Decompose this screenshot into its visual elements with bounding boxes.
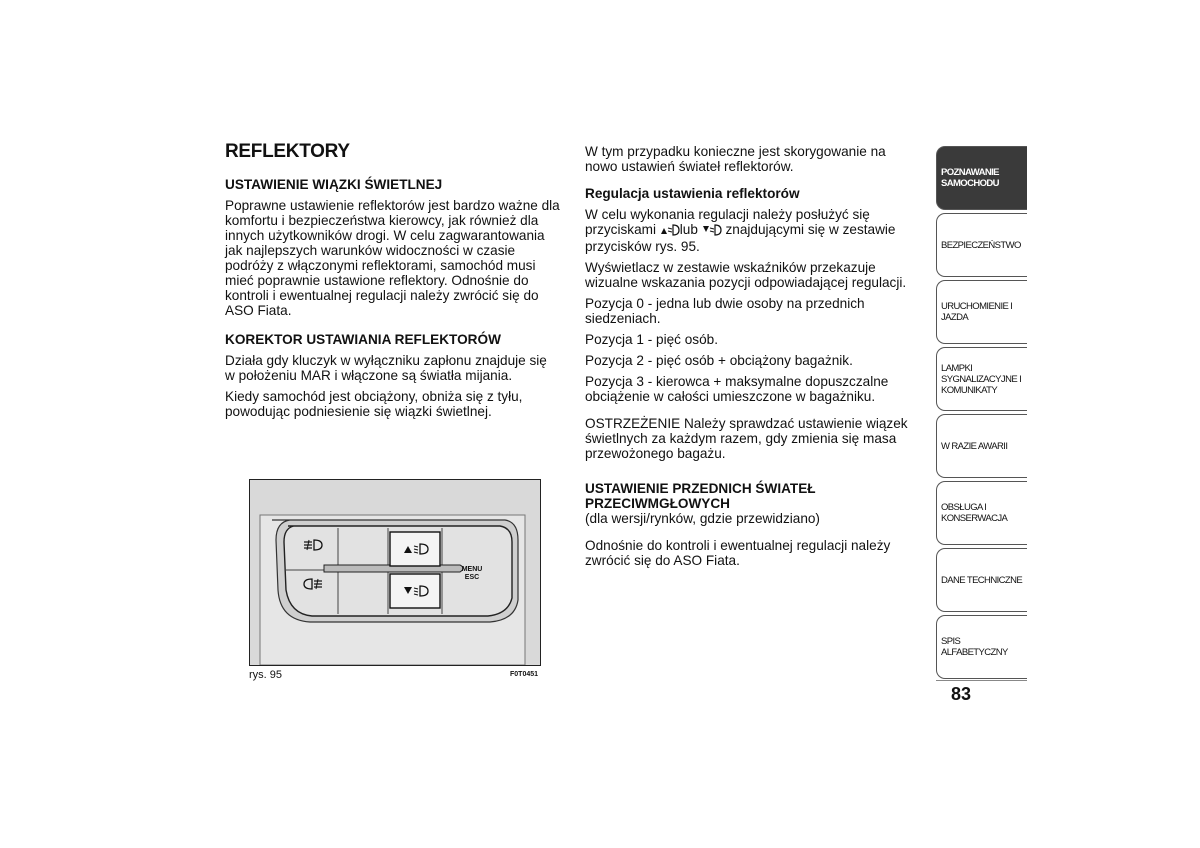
position-2: Pozycja 2 - pięć osób + obciążony bagażnik. <box>585 353 853 368</box>
buttons-text-a: W celu wykonania regulacji należy posłużyć się przyciskami <box>585 207 870 237</box>
tab-label: W RAZIE AWARII <box>941 440 1008 452</box>
tab-poznawanie-samochodu[interactable] <box>936 146 1027 210</box>
tab-dane-techniczne[interactable] <box>936 548 1027 612</box>
fog-paragraph: Odnośnie do kontroli i ewentualnej regulacji należy zwrócić się do ASO Fiata. <box>585 538 891 568</box>
menu-esc-label <box>455 566 489 582</box>
headlight-down-inline-icon <box>702 224 722 239</box>
buttons-text-c: znajdującymi się w zestawie przycisków rys. 95. <box>585 222 896 254</box>
paragraph-beam: Poprawne ustawienie reflektorów jest bardzo ważne dla komfortu i bezpieczeństwa kierowcy, jak również dla innych użytkowników drogi. W celu zagwarantowania jak najlepszych warunków widoczności w czasie podróży z włączonymi reflektorami, samochód musi mieć poprawnie ustawione reflektory. Odnośnie do kontroli i ewentualnej regulacji należy zwrócić się do ASO Fiata. <box>225 198 560 318</box>
left-column <box>225 142 560 425</box>
figure-code: F0T0451 <box>510 671 539 678</box>
headlight-down-icon[interactable] <box>402 584 430 598</box>
fog-heading: USTAWIENIE PRZEDNICH ŚWIATEŁ PRZECIWMGŁOWYCH <box>585 481 816 511</box>
tab-label: SPIS ALFABETYCZNY <box>941 636 1008 658</box>
section-heading-beam: USTAWIENIE WIĄZKI ŚWIETLNEJ <box>225 177 443 192</box>
tab-label: OBSŁUGA I KONSERWACJA <box>941 502 1008 524</box>
figure-button-panel <box>249 479 541 666</box>
regulation-heading: Regulacja ustawienia reflektorów <box>585 186 800 201</box>
tab-spis-alfabetyczny[interactable] <box>936 615 1027 679</box>
tab-w-razie-awarii[interactable] <box>936 414 1027 478</box>
position-3: Pozycja 3 - kierowca + maksymalne dopuszczalne obciążenie w całości umieszczone w bagażniku. <box>585 374 889 404</box>
paragraph-display: Wyświetlacz w zestawie wskaźników przekazuje wizualne wskazania pozycji odpowiadającej regulacji. <box>585 260 907 290</box>
paragraph-buttons <box>585 207 920 254</box>
paragraph-corrector-1: Działa gdy kluczyk w wyłączniku zapłonu znajduje się w położeniu MAR i włączone są światła mijania. <box>225 353 547 383</box>
tab-label: POZNAWANIE SAMOCHODU <box>941 167 999 189</box>
position-0: Pozycja 0 - jedna lub dwie osoby na przednich siedzeniach. <box>585 296 865 326</box>
buttons-text-b: lub <box>679 222 698 237</box>
page-number: 83 <box>951 684 972 704</box>
tab-obsluga-i-konserwacja[interactable] <box>936 481 1027 545</box>
paragraph-correction: W tym przypadku konieczne jest skorygowanie na nowo ustawień świateł reflektorów. <box>585 144 886 174</box>
tab-lampki-sygnalizacyjne[interactable] <box>936 347 1027 411</box>
headlight-up-icon[interactable] <box>402 542 430 556</box>
headlight-up-inline-icon <box>660 224 680 239</box>
right-column <box>585 144 920 574</box>
tab-label: DANE TECHNICZNE <box>941 574 1023 586</box>
tab-bezpieczenstwo[interactable] <box>936 213 1027 277</box>
esc-label: ESC <box>464 574 480 581</box>
chapter-tabs <box>936 146 1027 682</box>
page-title: REFLEKTORY <box>225 141 350 162</box>
front-fog-icon <box>302 538 324 552</box>
position-1: Pozycja 1 - pięć osób. <box>585 332 718 347</box>
warning-text: OSTRZEŻENIE Należy sprawdzać ustawienie wiązek świetlnych za każdym razem, gdy zmienia się masa przewożonego bagażu. <box>585 416 908 461</box>
page-divider <box>936 680 1027 681</box>
tab-label: LAMPKI SYGNALIZACYJNE I KOMUNIKATY <box>941 362 1022 396</box>
section-heading-corrector: KOREKTOR USTAWIANIA REFLEKTORÓW <box>225 332 501 347</box>
menu-label: MENU <box>461 566 483 573</box>
figure-caption: rys. 95 <box>249 669 283 681</box>
fog-subtitle: (dla wersji/rynków, gdzie przewidziano) <box>585 511 820 526</box>
tab-label: URUCHOMIENIE I JAZDA <box>941 301 1013 323</box>
tab-uruchomienie-i-jazda[interactable] <box>936 280 1027 344</box>
tab-label: BEZPIECZEŃSTWO <box>941 239 1021 251</box>
rear-fog-icon <box>302 577 324 591</box>
paragraph-corrector-2: Kiedy samochód jest obciążony, obniża się z tyłu, powodując podniesienie się wiązki świetlnej. <box>225 389 523 419</box>
